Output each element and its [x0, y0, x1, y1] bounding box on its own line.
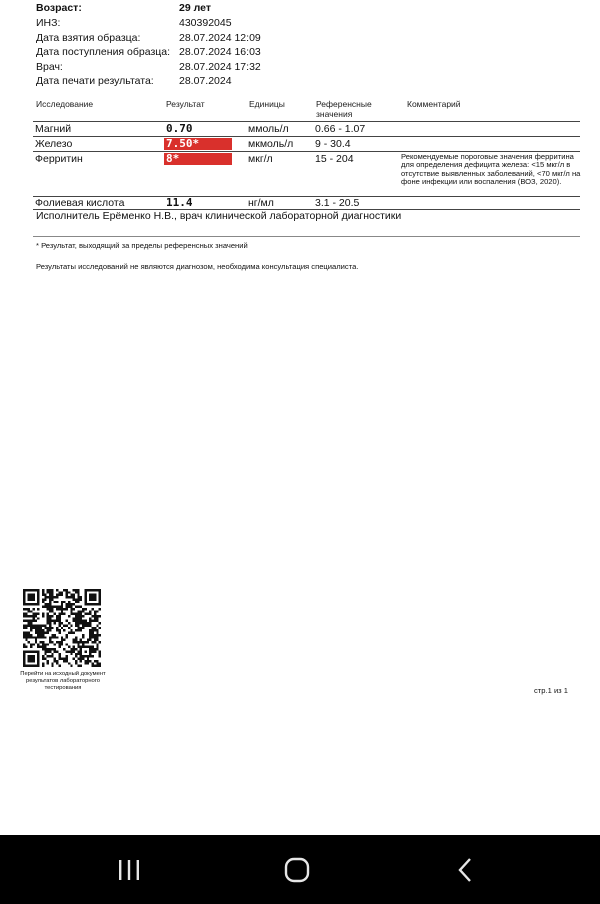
sample-received-value: 28.07.2024 16:03 [179, 46, 261, 58]
doctor-value: 28.07.2024 17:32 [179, 61, 261, 73]
header-comment: Комментарий [407, 99, 461, 109]
recent-apps-icon [116, 857, 142, 883]
test-result-flagged: 7.50* [164, 138, 232, 150]
inz-label: ИНЗ: [36, 17, 61, 29]
header-reference-line1: Референсные [316, 99, 372, 109]
test-comment: Рекомендуемые пороговые значения ферритина для определения дефицита железа: <15 мкг/л в отсутствие выявленных заболеваний, <70 мкг/л на фоне инфекции или воспаления (ВОЗ, 2020). [401, 152, 581, 187]
print-date-label: Дата печати результата: [36, 75, 154, 87]
page-number: стр.1 из 1 [534, 686, 568, 695]
test-units: мкг/л [248, 153, 273, 165]
footnote-flag: * Результат, выходящий за пределы референсных значений [36, 241, 248, 250]
age-label: Возраст: [36, 2, 82, 14]
sample-taken-label: Дата взятия образца: [36, 32, 141, 44]
home-button[interactable] [277, 852, 317, 888]
header-result: Результат [166, 99, 205, 109]
print-date-value: 28.07.2024 [179, 75, 232, 87]
header-divider [33, 121, 580, 122]
row-divider [33, 136, 580, 137]
back-button[interactable] [446, 852, 486, 888]
back-icon [454, 857, 478, 883]
test-reference: 15 - 204 [315, 153, 354, 165]
test-result: 11.4 [166, 196, 193, 209]
executor-text: Исполнитель Ерёменко Н.В., врач клинической лабораторной диагностики [36, 210, 402, 222]
recent-apps-button[interactable] [109, 852, 149, 888]
test-reference: 3.1 - 20.5 [315, 197, 360, 209]
navigation-bar [0, 835, 600, 904]
section-divider [33, 236, 580, 237]
test-name: Фолиевая кислота [35, 197, 125, 209]
home-icon [283, 856, 311, 884]
sample-taken-value: 28.07.2024 12:09 [179, 32, 261, 44]
qr-code[interactable] [23, 589, 101, 667]
test-name: Железо [35, 138, 73, 150]
test-reference: 9 - 30.4 [315, 138, 351, 150]
sample-received-label: Дата поступления образца: [36, 46, 171, 58]
test-name: Магний [35, 123, 72, 135]
header-test: Исследование [36, 99, 94, 109]
test-result: 0.70 [166, 122, 193, 135]
test-units: нг/мл [248, 197, 274, 209]
inz-value: 430392045 [179, 17, 232, 29]
footnote-disclaimer: Результаты исследований не являются диагнозом, необходима консультация специалиста. [36, 262, 359, 271]
test-units: ммоль/л [248, 123, 289, 135]
test-name: Ферритин [35, 153, 83, 165]
age-value: 29 лет [179, 2, 211, 14]
header-reference-line2: значения [316, 108, 353, 119]
test-result-flagged: 8* [164, 153, 232, 165]
test-units: мкмоль/л [248, 138, 294, 150]
test-reference: 0.66 - 1.07 [315, 123, 366, 135]
header-units: Единицы [249, 99, 285, 109]
qr-caption: Перейти на исходный документ результатов лабораторного тестирования [20, 671, 106, 691]
doctor-label: Врач: [36, 61, 63, 73]
header-reference [316, 100, 372, 119]
